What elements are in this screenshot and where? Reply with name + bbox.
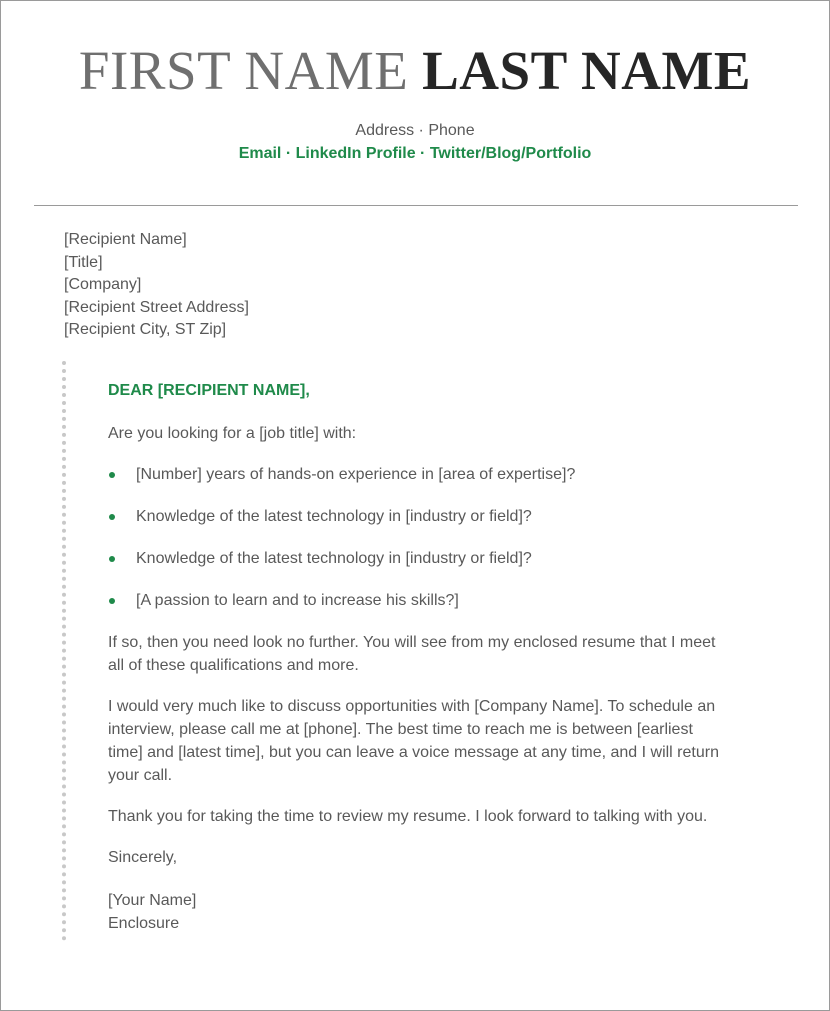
header-divider — [34, 205, 798, 206]
list-item — [108, 463, 768, 486]
letter-body — [108, 379, 768, 935]
bullet-icon — [109, 598, 115, 604]
list-item — [108, 547, 768, 570]
contact-links: Email · LinkedIn Profile · Twitter/Blog/Portfolio — [238, 145, 592, 162]
list-item-text: [Number] years of hands-on experience in [area of expertise]? — [136, 466, 576, 483]
paragraph-interview — [108, 695, 768, 787]
bullet-icon — [109, 556, 115, 562]
paragraph-qualifications — [108, 631, 768, 677]
salutation: DEAR [RECIPIENT NAME], — [108, 382, 310, 399]
paragraph-line: time] and [latest time], but you can leave a voice message at any time, and I will return — [108, 744, 719, 761]
recipient-company: [Company] — [64, 276, 142, 293]
contact-address-phone: Address · Phone — [355, 122, 475, 139]
list-item-text: Knowledge of the latest technology in [industry or field]? — [136, 508, 532, 525]
intro-paragraph: Are you looking for a [job title] with: — [108, 425, 357, 442]
paragraph-line: all of these qualifications and more. — [108, 657, 359, 674]
recipient-name: [Recipient Name] — [64, 231, 187, 248]
closing: Sincerely, — [108, 849, 178, 866]
list-item-text: [A passion to learn and to increase his skills?] — [136, 592, 459, 609]
list-item-text: Knowledge of the latest technology in [industry or field]? — [136, 550, 532, 567]
signature-name: [Your Name] — [108, 892, 197, 909]
list-item — [108, 505, 768, 528]
enclosure-note: Enclosure — [108, 915, 180, 932]
paragraph-line: If so, then you need look no further. You will see from my enclosed resume that I meet — [108, 634, 716, 651]
applicant-name — [1, 39, 829, 103]
recipient-city: [Recipient City, ST Zip] — [64, 321, 227, 338]
dotted-margin-bar — [62, 361, 66, 941]
recipient-block — [64, 229, 249, 342]
qualifications-list — [108, 463, 768, 612]
list-item — [108, 589, 768, 612]
paragraph-line: I would very much like to discuss opportunities with [Company Name]. To schedule an — [108, 698, 716, 715]
last-name: LAST NAME — [422, 40, 752, 101]
paragraph-line: your call. — [108, 767, 173, 784]
bullet-icon — [109, 472, 115, 478]
paragraph-line: interview, please call me at [phone]. The best time to reach me is between [earliest — [108, 721, 693, 738]
first-name: FIRST NAME — [78, 40, 409, 101]
signature-block — [108, 889, 768, 935]
bullet-icon — [109, 514, 115, 520]
recipient-street: [Recipient Street Address] — [64, 298, 249, 316]
paragraph-thanks: Thank you for taking the time to review my resume. I look forward to talking with you. — [108, 808, 708, 825]
recipient-title: [Title] — [64, 253, 103, 271]
